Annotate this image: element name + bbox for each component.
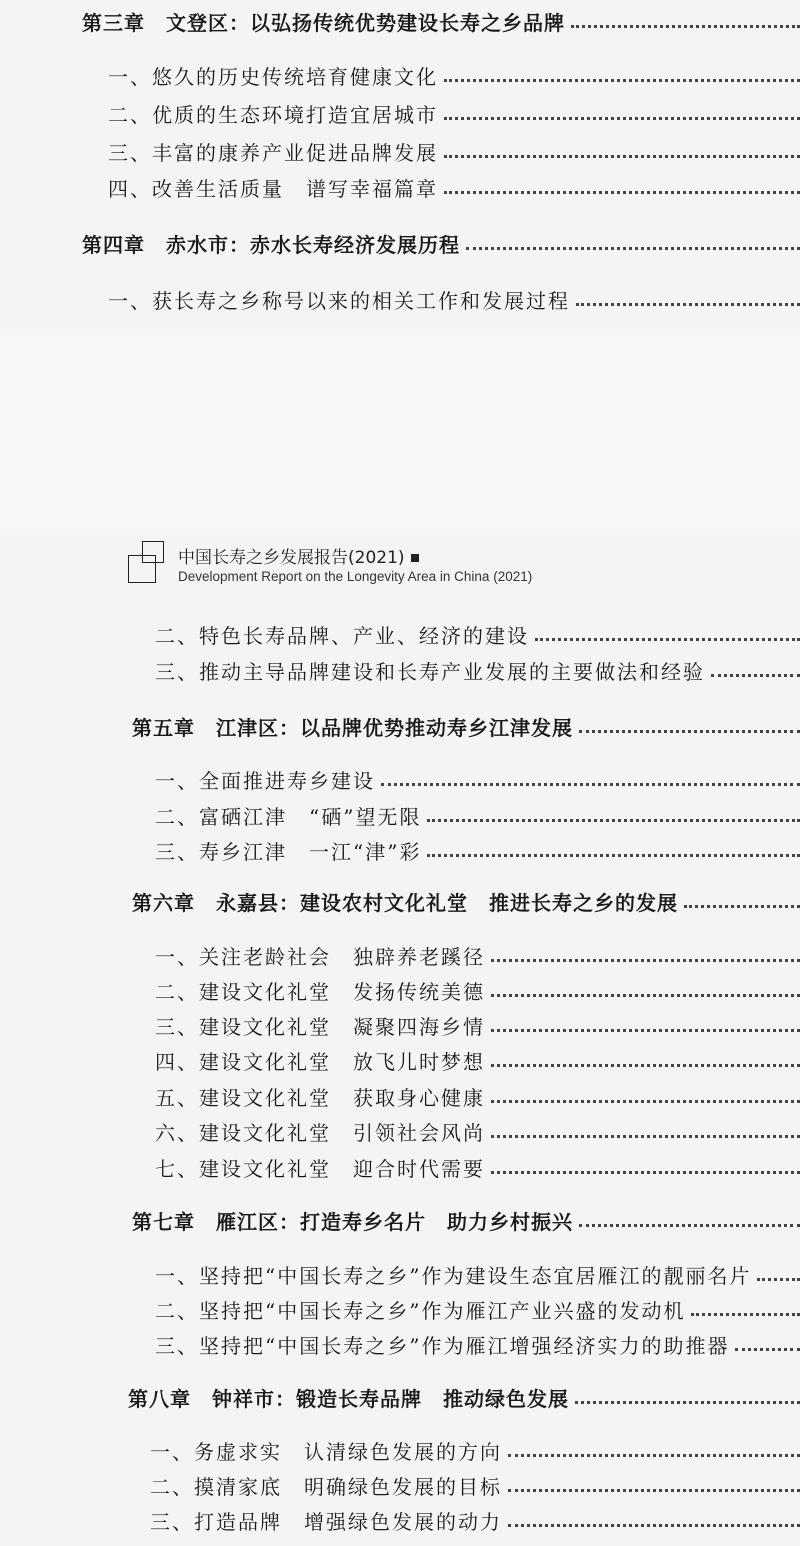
toc-section-title: 一、务虚求实 认清绿色发展的方向 — [150, 1439, 502, 1464]
report-title-cn-text: 中国长寿之乡发展报告(2021) — [178, 548, 405, 568]
toc-section-title: 三、推动主导品牌建设和长寿产业发展的主要做法和经验 — [155, 659, 705, 684]
toc-chapter-title: 第四章 赤水市：赤水长寿经济发展历程 — [82, 232, 460, 257]
leader-dots — [691, 1313, 800, 1316]
toc-section-title: 五、建设文化礼堂 获取身心健康 — [155, 1085, 485, 1110]
leader-dots — [684, 905, 800, 908]
toc-page-top — [0, 0, 800, 330]
toc-section[interactable] — [0, 1043, 800, 1077]
toc-section-title: 一、获长寿之乡称号以来的相关工作和发展过程 — [108, 288, 570, 313]
leader-dots — [491, 959, 800, 962]
toc-section[interactable] — [0, 1503, 800, 1537]
toc-section[interactable] — [0, 617, 800, 651]
toc-section-title: 四、建设文化礼堂 放飞儿时梦想 — [155, 1049, 485, 1074]
toc-chapter-title: 第八章 钟祥市：锻造长寿品牌 推动绿色发展 — [128, 1386, 569, 1411]
toc-section-title: 七、建设文化礼堂 迎合时代需要 — [155, 1156, 485, 1181]
toc-section-title: 二、优质的生态环境打造宜居城市 — [108, 102, 438, 127]
toc-chapter-8[interactable] — [0, 1380, 800, 1414]
toc-section-title: 三、寿乡江津 一江“津”彩 — [155, 839, 422, 864]
leader-dots — [535, 638, 800, 641]
toc-section-title: 二、坚持把“中国长寿之乡”作为雁江产业兴盛的发动机 — [155, 1298, 686, 1323]
toc-section[interactable] — [0, 96, 800, 130]
toc-section[interactable] — [0, 1150, 800, 1184]
toc-chapter-7[interactable] — [0, 1203, 800, 1237]
leader-dots — [427, 854, 800, 857]
leader-dots — [381, 783, 800, 786]
leader-dots — [491, 1171, 800, 1174]
leader-dots — [466, 247, 800, 250]
toc-section-title: 二、摸清家底 明确绿色发展的目标 — [150, 1474, 502, 1499]
leader-dots — [711, 674, 800, 677]
toc-section[interactable] — [0, 58, 800, 92]
leader-dots — [508, 1489, 800, 1492]
toc-section-title: 四、改善生活质量 谱写幸福篇章 — [108, 176, 438, 201]
toc-section[interactable] — [0, 1257, 800, 1291]
toc-section-title: 三、打造品牌 增强绿色发展的动力 — [150, 1509, 502, 1534]
toc-chapter-4[interactable] — [0, 226, 800, 260]
report-title-en: Development Report on the Longevity Area in China (2021) — [178, 569, 533, 584]
toc-section[interactable] — [0, 653, 800, 687]
toc-section[interactable] — [0, 762, 800, 796]
toc-chapter-3[interactable] — [0, 4, 800, 38]
toc-chapter-title: 第六章 永嘉县：建设农村文化礼堂 推进长寿之乡的发展 — [132, 890, 678, 915]
toc-chapter-title: 第三章 文登区：以弘扬传统优势建设长寿之乡品牌 — [82, 10, 565, 35]
leader-dots — [735, 1348, 800, 1351]
toc-section-title: 三、坚持把“中国长寿之乡”作为雁江增强经济实力的助推器 — [155, 1333, 730, 1358]
toc-section[interactable] — [0, 170, 800, 204]
leader-dots — [491, 1100, 800, 1103]
leader-dots — [491, 1029, 800, 1032]
toc-section-title: 一、全面推进寿乡建设 — [155, 768, 375, 793]
leader-dots — [491, 1135, 800, 1138]
toc-section[interactable] — [0, 1433, 800, 1467]
toc-section-title: 一、坚持把“中国长寿之乡”作为建设生态宜居雁江的靓丽名片 — [155, 1263, 752, 1288]
toc-chapter-title: 第五章 江津区：以品牌优势推动寿乡江津发展 — [132, 715, 573, 740]
toc-section-title: 一、悠久的历史传统培育健康文化 — [108, 64, 438, 89]
toc-section[interactable] — [0, 1292, 800, 1326]
leader-dots — [444, 117, 800, 120]
toc-section[interactable] — [0, 1079, 800, 1113]
toc-chapter-title: 第七章 雁江区：打造寿乡名片 助力乡村振兴 — [132, 1209, 573, 1234]
toc-section[interactable] — [0, 1008, 800, 1042]
leader-dots — [427, 819, 800, 822]
toc-chapter-6[interactable] — [0, 884, 800, 918]
toc-section[interactable] — [0, 973, 800, 1007]
toc-section[interactable] — [0, 1327, 800, 1361]
leader-dots — [579, 1224, 800, 1227]
leader-dots — [576, 303, 800, 306]
toc-section[interactable] — [0, 134, 800, 168]
leader-dots — [444, 155, 800, 158]
toc-chapter-5[interactable] — [0, 709, 800, 743]
leader-dots — [575, 1401, 800, 1404]
toc-section[interactable] — [0, 833, 800, 867]
leader-dots — [571, 25, 800, 28]
toc-section[interactable] — [0, 938, 800, 972]
toc-section-title: 一、关注老龄社会 独辟养老蹊径 — [155, 944, 485, 969]
toc-section[interactable] — [0, 798, 800, 832]
leader-dots — [508, 1524, 800, 1527]
leader-dots — [508, 1454, 800, 1457]
toc-section-title: 三、丰富的康养产业促进品牌发展 — [108, 140, 438, 165]
toc-section-title: 三、建设文化礼堂 凝聚四海乡情 — [155, 1014, 485, 1039]
toc-page-bottom — [0, 530, 800, 1546]
toc-section-title: 二、富硒江津 “硒”望无限 — [155, 804, 422, 829]
leader-dots — [444, 79, 800, 82]
toc-section[interactable] — [0, 1468, 800, 1502]
leader-dots — [491, 994, 800, 997]
page-gap — [0, 330, 800, 530]
leader-dots — [491, 1064, 800, 1067]
toc-section-title: 六、建设文化礼堂 引领社会风尚 — [155, 1120, 485, 1145]
leader-dots — [579, 730, 800, 733]
leader-dots — [757, 1278, 800, 1281]
leader-dots — [444, 191, 800, 194]
toc-section-title: 二、建设文化礼堂 发扬传统美德 — [155, 979, 485, 1004]
toc-section[interactable] — [0, 282, 800, 316]
toc-section[interactable] — [0, 1114, 800, 1148]
toc-section-title: 二、特色长寿品牌、产业、经济的建设 — [155, 623, 529, 648]
